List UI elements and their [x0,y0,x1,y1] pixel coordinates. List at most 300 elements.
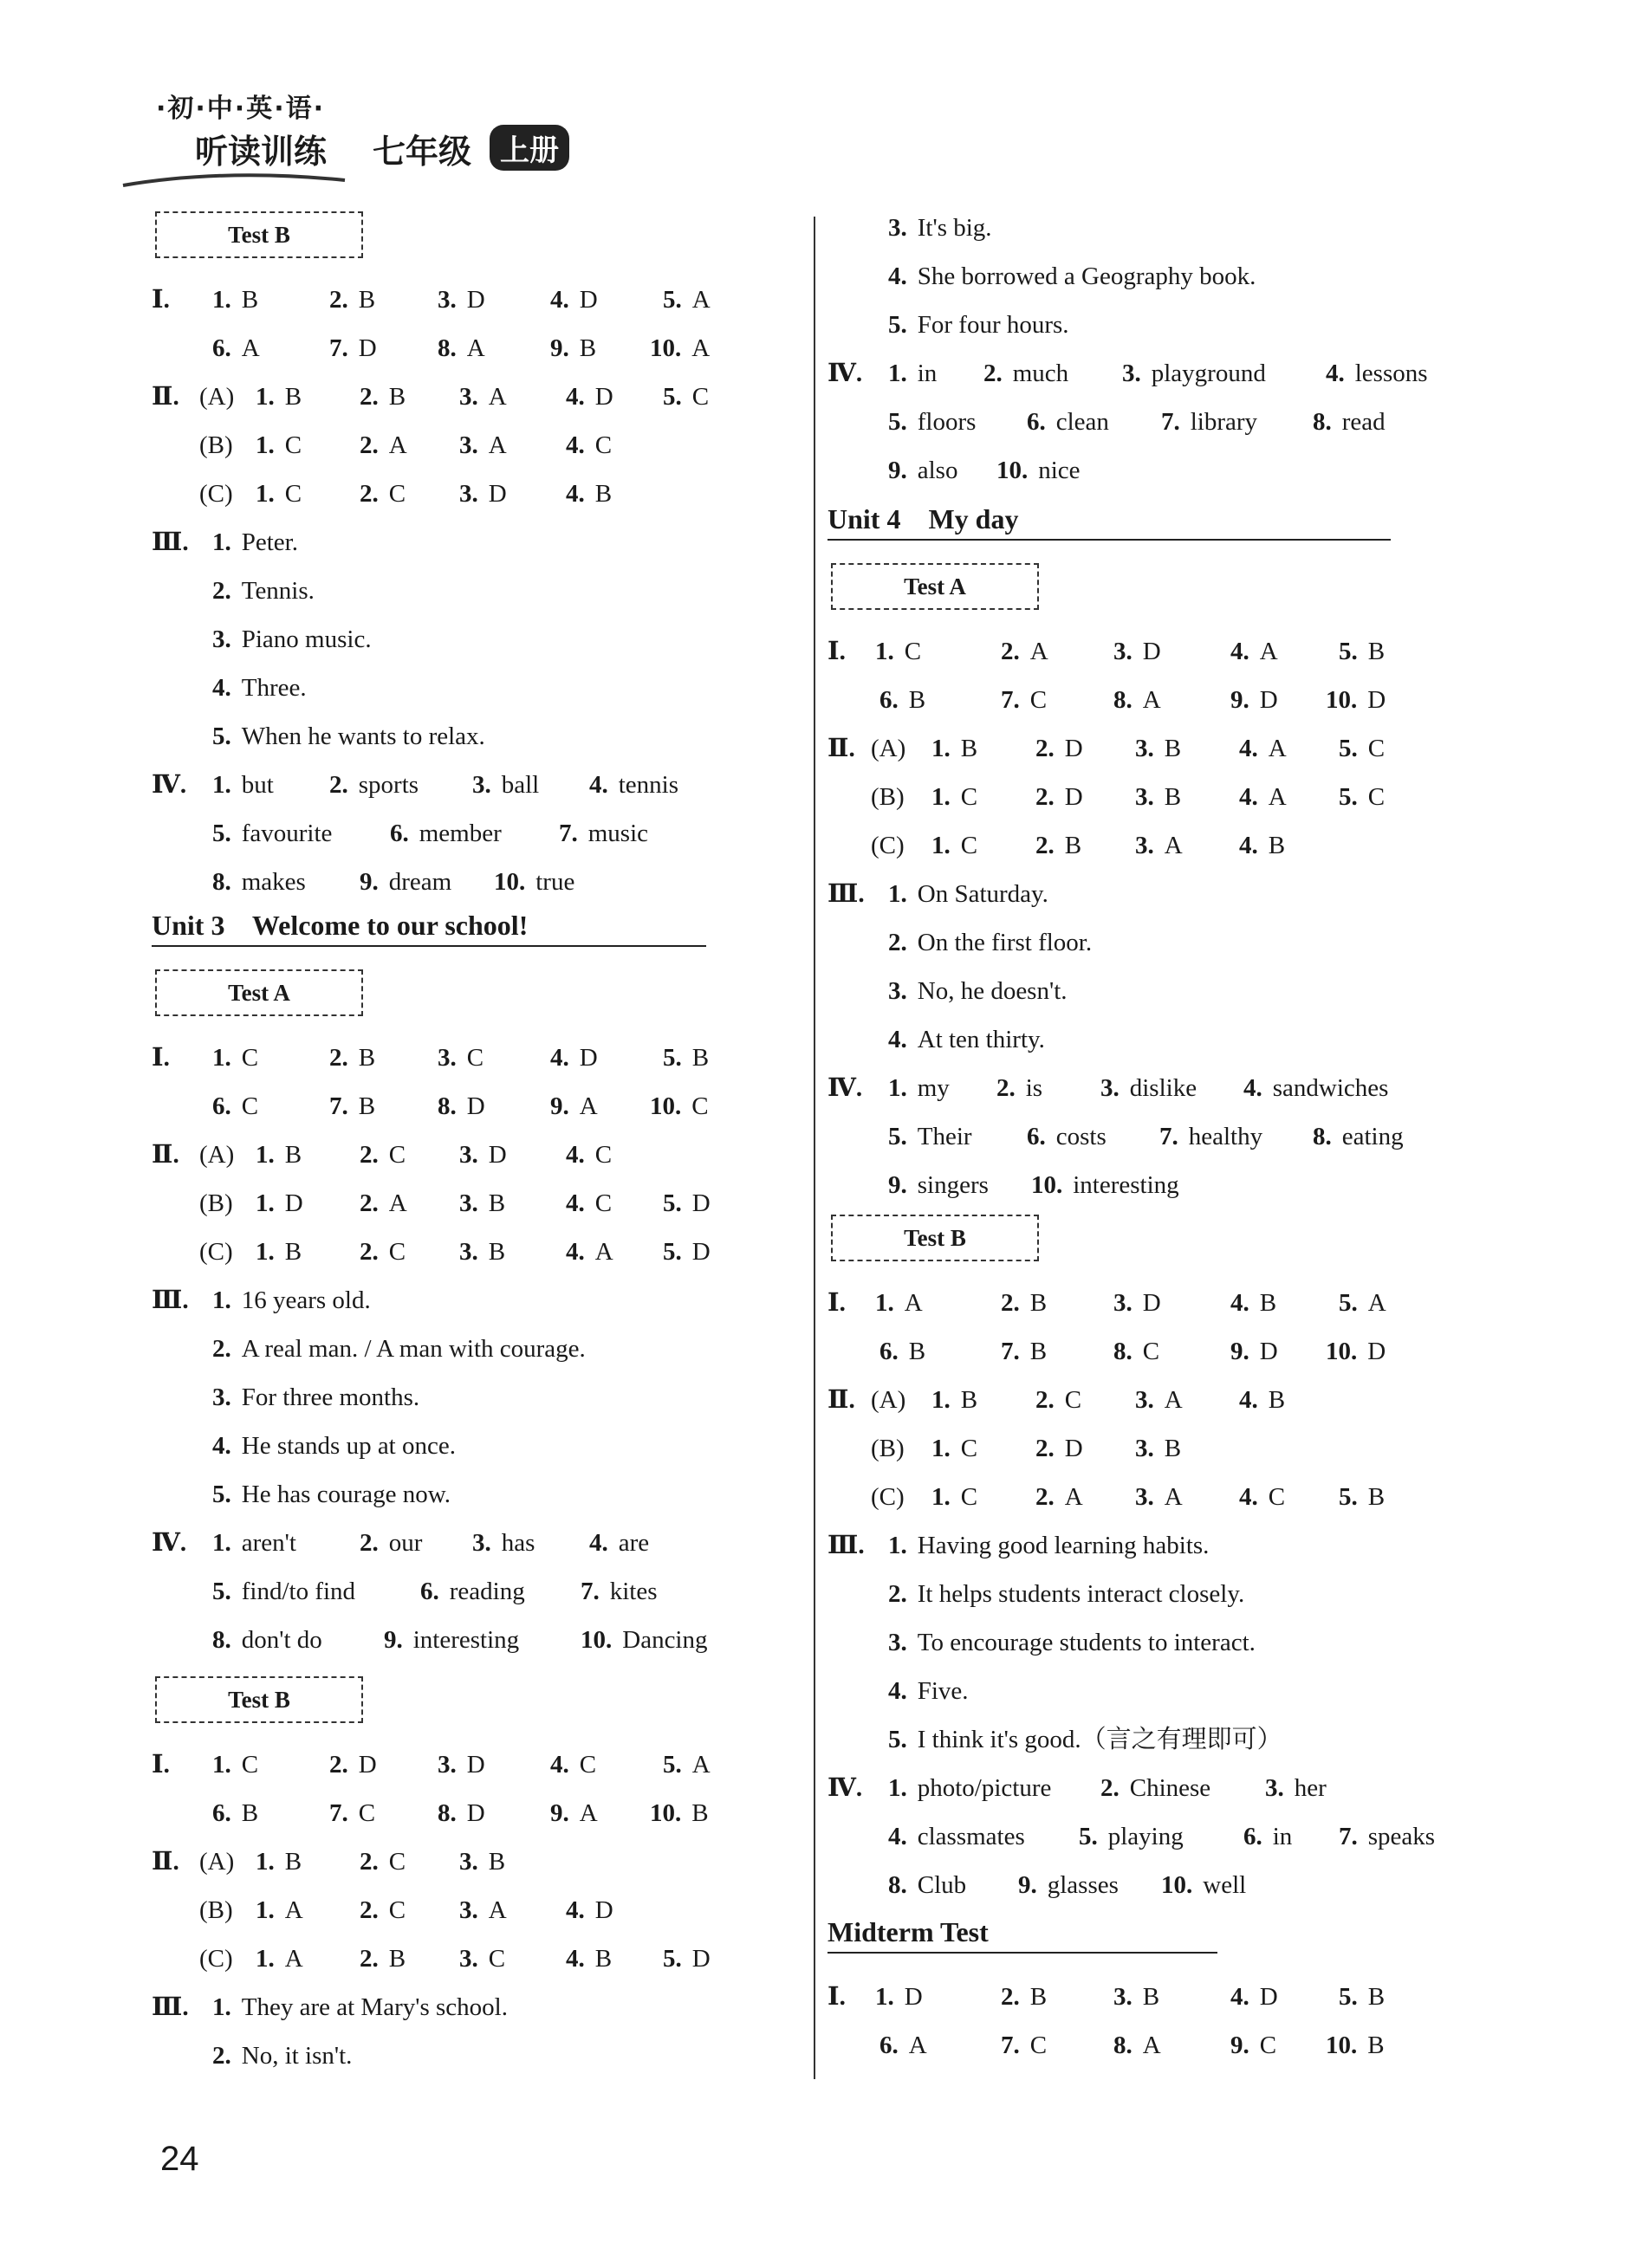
answer: 1. B [256,383,302,411]
answer: 3. B [1135,783,1182,811]
answer: 5. D [663,1238,711,1266]
answer: 9. D [1230,1338,1278,1365]
subsection-label: (B) [871,1435,905,1462]
answer: 3. D [438,286,485,314]
answer: 3. D [1113,638,1161,665]
subsection-label: (B) [199,1896,233,1924]
answer: 6. reading [420,1578,525,1605]
answer-row [827,1973,1451,2021]
answer: 4. D [550,286,598,314]
answer: 2. A [1001,638,1048,665]
answer: 8. D [438,1799,485,1827]
answer-row [152,664,724,712]
subsection-label: (B) [199,1189,233,1217]
answer-row [152,1373,724,1422]
answer: 4. A [566,1238,613,1266]
answer-row [827,1667,1451,1715]
answer: 3. B [1135,735,1182,762]
answer: 10. B [1326,2031,1385,2059]
answer: 4. A [1230,638,1278,665]
answer: 4. C [566,1189,613,1217]
answer: 2. C [360,1896,406,1924]
answer: 2. A [360,1189,407,1217]
answer: 2. B [329,1044,376,1072]
answer-row [827,252,1451,301]
answer: 1. aren't [212,1529,296,1557]
test-a-label: Test A [831,563,1039,610]
answer: 2. On the first floor. [888,929,1093,956]
answer: 4. A [1239,783,1287,811]
answer: 2. Chinese [1100,1774,1211,1802]
answer: 8. eating [1313,1123,1404,1150]
answer-row [827,398,1451,446]
answer: 10. nice [996,457,1081,484]
answer: 5. For four hours. [888,311,1069,339]
answer: 7. kites [581,1578,658,1605]
answer-row [152,1276,724,1325]
answer: 1. but [212,771,274,799]
answer-row [152,421,724,470]
midterm-title: Midterm Test [827,1916,1217,1954]
answer-row [152,373,724,421]
answer: 10. true [494,868,575,896]
answer: 8. makes [212,868,306,896]
answer: 5. D [663,1945,711,1973]
answer: 5. D [663,1189,711,1217]
answer: 7. C [1001,2031,1048,2059]
answer: 9. singers [888,1171,989,1199]
answer-row [827,349,1451,398]
subsection-label: (C) [199,1238,233,1266]
answer: 10. B [650,1799,709,1827]
answer: 7. music [559,820,649,847]
answer: 1. C [256,431,302,459]
answer: 2. C [360,480,406,508]
answer: 8. A [1113,686,1161,714]
subsection-label: (A) [199,1141,235,1169]
section-numeral: Ⅰ. [827,638,846,665]
answer: 6. C [212,1092,259,1120]
unit-4-title: Unit 4 My day [827,503,1391,541]
answer: 3. dislike [1100,1074,1197,1102]
answer: 1. B [256,1848,302,1876]
answer: 3. A [459,383,507,411]
answer: 1. A [256,1945,303,1973]
answer: 5. find/to find [212,1578,356,1605]
section-numeral: Ⅰ. [152,1751,170,1779]
volume-badge: 上册 [490,125,569,171]
answer: 9. D [1230,686,1278,714]
answer-row [827,1424,1451,1473]
answer: 5. B [1339,1983,1386,2011]
answer: 3. C [459,1945,506,1973]
answer: 9. interesting [384,1626,520,1654]
answer: 4. lessons [1326,360,1428,387]
answer: 3. B [459,1238,506,1266]
subsection-label: (A) [871,735,906,762]
right-column [827,204,1451,2070]
answer: 5. B [663,1044,710,1072]
test-b-label: Test B [155,211,363,258]
answer: 3. For three months. [212,1383,420,1411]
page-number: 24 [160,2140,199,2178]
answer: 4. B [1239,1386,1286,1414]
book-header [121,87,607,191]
answer: 4. He stands up at once. [212,1432,456,1460]
section-numeral: Ⅳ. [152,1529,187,1557]
answer: 3. It's big. [888,214,992,242]
answer: 3. playground [1122,360,1266,387]
answer: 3. A [1135,1483,1183,1511]
answer: 2. is [996,1074,1043,1102]
answer: 3. B [459,1189,506,1217]
answer: 5. floors [888,408,977,436]
answer-row [152,324,724,373]
answer: 5. A [663,286,711,314]
book-subject: 听读训练 [195,133,328,171]
answer-row [152,1983,724,2031]
answer-row [827,724,1451,773]
answer: 5. A [663,1751,711,1779]
answer: 3. D [459,480,507,508]
answer: 2. B [360,383,406,411]
answer: 2. B [360,1945,406,1973]
answer: 6. member [390,820,502,847]
section-numeral: Ⅳ. [827,1774,863,1802]
column-divider [814,217,815,2079]
answer-row [152,1470,724,1519]
answer-row [152,1179,724,1228]
answer: 1. A [875,1289,923,1317]
section-numeral: Ⅱ. [827,1386,855,1414]
answer: 3. No, he doesn't. [888,977,1068,1005]
answer: 4. are [589,1529,650,1557]
answer: 5. favourite [212,820,333,847]
answer: 4. C [566,1141,613,1169]
answer-row [827,1279,1451,1327]
answer-row [827,773,1451,821]
answer: 9. also [888,457,958,484]
answer: 3. C [438,1044,484,1072]
answer: 3. her [1265,1774,1327,1802]
answer: 8. C [1113,1338,1160,1365]
answer: 4. sandwiches [1243,1074,1389,1102]
header-swoosh-icon [121,172,347,187]
answer: 1. C [875,638,922,665]
answer: 9. glasses [1018,1871,1119,1899]
section-numeral: Ⅳ. [152,771,187,799]
answer: 8. A [1113,2031,1161,2059]
answer-row [827,1764,1451,1812]
answer-row [152,1228,724,1276]
answer: 5. B [1339,638,1386,665]
answer: 4. tennis [589,771,679,799]
answer-row [827,1161,1451,1209]
answer: 2. C [360,1238,406,1266]
answer: 2. B [1001,1289,1048,1317]
answer: 6. B [879,1338,926,1365]
answer: 3. D [438,1751,485,1779]
section-numeral: Ⅲ. [827,880,865,908]
answer: 3. B [459,1848,506,1876]
subsection-label: (A) [199,1848,235,1876]
answer: 5. I think it's good.（言之有理即可） [888,1726,1282,1753]
answer: 10. A [650,334,711,362]
section-numeral: Ⅲ. [152,528,189,556]
answer-row [827,967,1451,1015]
answer: 3. To encourage students to interact. [888,1629,1256,1656]
answer-row [152,1740,724,1789]
answer: 8. D [438,1092,485,1120]
answer-row [827,627,1451,676]
answer: 10. interesting [1031,1171,1179,1199]
test-b-label: Test B [155,1676,363,1723]
answer: 3. A [1135,832,1183,859]
answer-row [152,1934,724,1983]
answer: 2. No, it isn't. [212,2042,353,2070]
answer: 10. D [1326,1338,1386,1365]
answer: 6. A [879,2031,927,2059]
answer: 6. in [1243,1823,1293,1850]
answer: 1. in [888,360,938,387]
answer: 2. D [1035,1435,1083,1462]
answer: 1. D [875,1983,923,2011]
answer: 10. C [650,1092,709,1120]
answer-row [827,2021,1451,2070]
test-a-label: Test A [155,969,363,1016]
answer-row [827,1473,1451,1521]
answer: 1. A [256,1896,303,1924]
answer: 1. C [931,1483,978,1511]
answer-row [152,1837,724,1886]
subsection-label: (B) [871,783,905,811]
answer-row [152,1616,724,1664]
answer: 2. much [983,360,1069,387]
answer: 6. B [212,1799,259,1827]
answer: 5. He has courage now. [212,1481,451,1508]
answer-row [827,676,1451,724]
answer-row [152,470,724,518]
answer-row [827,204,1451,252]
answer-row [152,567,724,615]
section-numeral: Ⅲ. [152,1286,189,1314]
answer: 10. Dancing [581,1626,708,1654]
answer: 1. Peter. [212,528,298,556]
section-numeral: Ⅰ. [152,1044,170,1072]
answer-row [152,1325,724,1373]
subsection-label: (C) [199,1945,233,1973]
answer: 2. It helps students interact closely. [888,1580,1245,1608]
answer: 7. B [329,1092,376,1120]
answer: 3. D [459,1141,507,1169]
answer: 1. my [888,1074,950,1102]
answer: 7. C [329,1799,376,1827]
answer: 4. At ten thirty. [888,1026,1045,1053]
answer: 10. D [1326,686,1386,714]
answer-row [827,1112,1451,1161]
answer: 2. sports [329,771,419,799]
answer-row [152,1422,724,1470]
answer-row [152,1886,724,1934]
section-numeral: Ⅱ. [152,383,179,411]
answer-row [152,1082,724,1131]
answer: 4. D [566,383,613,411]
answer: 3. Piano music. [212,625,372,653]
answer: 5. C [663,383,710,411]
answer: 3. ball [472,771,540,799]
subsection-label: (C) [871,832,905,859]
unit-3-title: Unit 3 Welcome to our school! [152,910,706,947]
answer: 4. D [1230,1983,1278,2011]
answer: 4. D [566,1896,613,1924]
answer: 2. D [1035,783,1083,811]
answer: 7. library [1161,408,1258,436]
section-numeral: Ⅱ. [152,1141,179,1169]
answer: 9. B [550,334,597,362]
answer: 1. B [931,1386,978,1414]
answer-row [827,1861,1451,1909]
answer: 5. A [1339,1289,1386,1317]
answer-row [152,1034,724,1082]
answer: 1. 16 years old. [212,1286,371,1314]
answer: 1. D [256,1189,303,1217]
answer: 2. A real man. / A man with courage. [212,1335,586,1363]
answer: 1. C [931,783,978,811]
answer: 4. B [1230,1289,1277,1317]
answer: 10. well [1161,1871,1247,1899]
answer: 9. C [1230,2031,1277,2059]
answer: 2. B [329,286,376,314]
answer-row [827,1521,1451,1570]
answer-row [827,301,1451,349]
answer: 4. She borrowed a Geography book. [888,262,1256,290]
answer: 3. A [1135,1386,1183,1414]
subsection-label: (C) [871,1483,905,1511]
left-column [152,208,724,2080]
answer: 7. B [1001,1338,1048,1365]
answer: 4. C [1239,1483,1286,1511]
series-title: ·初·中·英·语· [156,94,325,124]
answer: 3. D [1113,1289,1161,1317]
answer: 2. our [360,1529,423,1557]
subsection-label: (A) [199,383,235,411]
answer: 9. dream [360,868,452,896]
answer: 4. B [566,480,613,508]
answer: 2. D [329,1751,377,1779]
answer: 4. A [1239,735,1287,762]
answer: 4. Three. [212,674,307,702]
answer: 4. Five. [888,1677,969,1705]
answer: 7. D [329,334,377,362]
subsection-label: (C) [199,480,233,508]
answer: 1. They are at Mary's school. [212,1993,508,2021]
answer: 5. C [1339,783,1386,811]
answer: 3. B [1113,1983,1160,2011]
section-numeral: Ⅲ. [152,1993,189,2021]
section-numeral: Ⅳ. [827,360,863,387]
answer: 7. C [1001,686,1048,714]
answer: 4. D [550,1044,598,1072]
section-numeral: Ⅰ. [827,1983,846,2011]
answer: 1. B [931,735,978,762]
answer: 4. classmates [888,1823,1025,1850]
answer: 9. A [550,1092,598,1120]
answer: 1. C [256,480,302,508]
answer-row [152,858,724,906]
book-grade: 七年级 [373,133,472,171]
answer: 5. When he wants to relax. [212,723,485,750]
answer: 1. C [931,832,978,859]
answer-row [152,2031,724,2080]
answer: 8. A [438,334,485,362]
answer: 5. playing [1079,1823,1184,1850]
answer-row [827,1618,1451,1667]
answer-row [152,809,724,858]
section-numeral: Ⅰ. [827,1289,846,1317]
answer: 4. C [550,1751,597,1779]
answer: 6. costs [1027,1123,1107,1150]
answer: 2. A [360,431,407,459]
answer-row [827,1715,1451,1764]
answer-row [152,761,724,809]
answer-row [827,1015,1451,1064]
answer: 8. Club [888,1871,967,1899]
answer: 2. A [1035,1483,1083,1511]
subsection-label: (A) [871,1386,906,1414]
answer: 1. C [212,1044,259,1072]
answer-row [827,821,1451,870]
answer: 4. C [566,431,613,459]
answer: 2. B [1001,1983,1048,2011]
answer: 6. A [212,334,260,362]
answer: 1. B [256,1141,302,1169]
answer: 5. Their [888,1123,972,1150]
answer: 2. Tennis. [212,577,315,605]
answer: 5. B [1339,1483,1386,1511]
answer-row [827,1064,1451,1112]
answer: 1. B [212,286,259,314]
answer: 1. C [931,1435,978,1462]
answer-row [827,918,1451,967]
answer-row [152,1519,724,1567]
answer-row [827,1327,1451,1376]
answer: 2. C [1035,1386,1082,1414]
answer: 6. clean [1027,408,1109,436]
answer: 5. C [1339,735,1386,762]
answer: 1. On Saturday. [888,880,1048,908]
test-b-label: Test B [831,1215,1039,1261]
answer: 2. D [1035,735,1083,762]
answer: 1. B [256,1238,302,1266]
answer: 2. C [360,1848,406,1876]
answer-row [152,518,724,567]
answer: 1. Having good learning habits. [888,1532,1210,1559]
answer-row [152,712,724,761]
section-numeral: Ⅱ. [827,735,855,762]
answer-row [827,1376,1451,1424]
answer: 4. B [566,1945,613,1973]
answer: 1. photo/picture [888,1774,1052,1802]
section-numeral: Ⅳ. [827,1074,863,1102]
subsection-label: (B) [199,431,233,459]
answer-row [152,1567,724,1616]
answer: 9. A [550,1799,598,1827]
answer: 4. B [1239,832,1286,859]
answer: 2. C [360,1141,406,1169]
answer: 3. B [1135,1435,1182,1462]
answer-row [827,446,1451,495]
answer-row [827,1570,1451,1618]
